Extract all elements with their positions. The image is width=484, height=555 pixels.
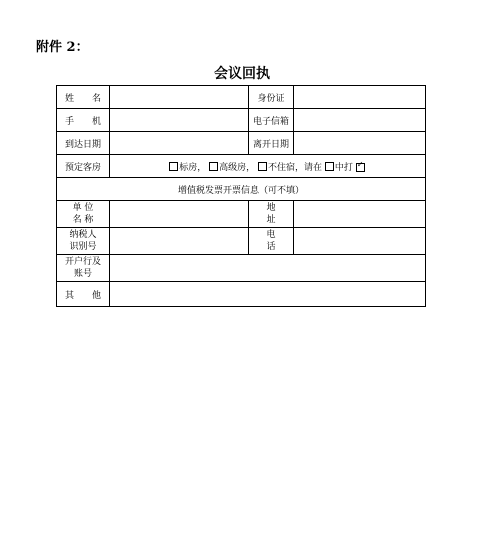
checkbox-standard-room[interactable] bbox=[169, 162, 178, 171]
room-option-standard: 标房， bbox=[179, 162, 207, 173]
checkbox-example-checked bbox=[356, 163, 365, 172]
phone-field[interactable] bbox=[110, 109, 249, 132]
checkbox-no-stay[interactable] bbox=[258, 162, 267, 171]
address-label bbox=[249, 201, 294, 228]
invoice-header: 增值税发票开票信息（可不填） bbox=[57, 178, 426, 201]
tel-label-line2: 话 bbox=[266, 242, 276, 252]
unit-label-line2: 名 称 bbox=[72, 215, 94, 225]
departure-label: 离开日期 bbox=[249, 132, 294, 155]
other-label: 其 他 bbox=[57, 282, 110, 307]
bank-account-label bbox=[57, 255, 110, 282]
taxpayer-id-label bbox=[57, 228, 110, 255]
bank-label-line2: 账号 bbox=[73, 269, 92, 279]
arrival-field[interactable] bbox=[110, 132, 249, 155]
room-option-mark-in: 中打 bbox=[334, 162, 353, 173]
id-label: 身份证 bbox=[249, 86, 294, 109]
page-title: 会议回执 bbox=[214, 66, 270, 82]
name-label: 姓 名 bbox=[57, 86, 110, 109]
phone-label: 手 机 bbox=[57, 109, 110, 132]
arrival-label: 到达日期 bbox=[57, 132, 110, 155]
id-field[interactable] bbox=[294, 86, 426, 109]
address-field[interactable] bbox=[294, 201, 426, 228]
tel-label-line1: 电 bbox=[266, 230, 276, 240]
email-label: 电子信箱 bbox=[249, 109, 294, 132]
room-option-no-stay: 不住宿，请在 bbox=[268, 162, 323, 173]
bank-label-line1: 开户行及 bbox=[64, 257, 101, 267]
unit-label-line1: 单 位 bbox=[72, 203, 94, 213]
taxpayer-id-field[interactable] bbox=[110, 228, 249, 255]
room-options bbox=[110, 155, 426, 178]
attachment-label: 附件 2： bbox=[36, 40, 89, 55]
bank-account-field[interactable] bbox=[110, 255, 426, 282]
name-field[interactable] bbox=[110, 86, 249, 109]
address-label-line1: 地 bbox=[266, 203, 276, 213]
room-option-premium: 高级房， bbox=[219, 162, 256, 173]
address-label-line2: 址 bbox=[266, 215, 276, 225]
unit-name-label bbox=[57, 201, 110, 228]
departure-field[interactable] bbox=[294, 132, 426, 155]
checkbox-example-empty bbox=[325, 162, 334, 171]
taxpayer-label-line2: 识别号 bbox=[69, 242, 97, 252]
unit-name-field[interactable] bbox=[110, 201, 249, 228]
tel-label bbox=[249, 228, 294, 255]
room-label: 预定客房 bbox=[57, 155, 110, 178]
checkbox-premium-room[interactable] bbox=[209, 162, 218, 171]
taxpayer-label-line1: 纳税人 bbox=[69, 230, 97, 240]
other-field[interactable] bbox=[110, 282, 426, 307]
email-field[interactable] bbox=[294, 109, 426, 132]
reply-form-table bbox=[56, 85, 426, 307]
tel-field[interactable] bbox=[294, 228, 426, 255]
